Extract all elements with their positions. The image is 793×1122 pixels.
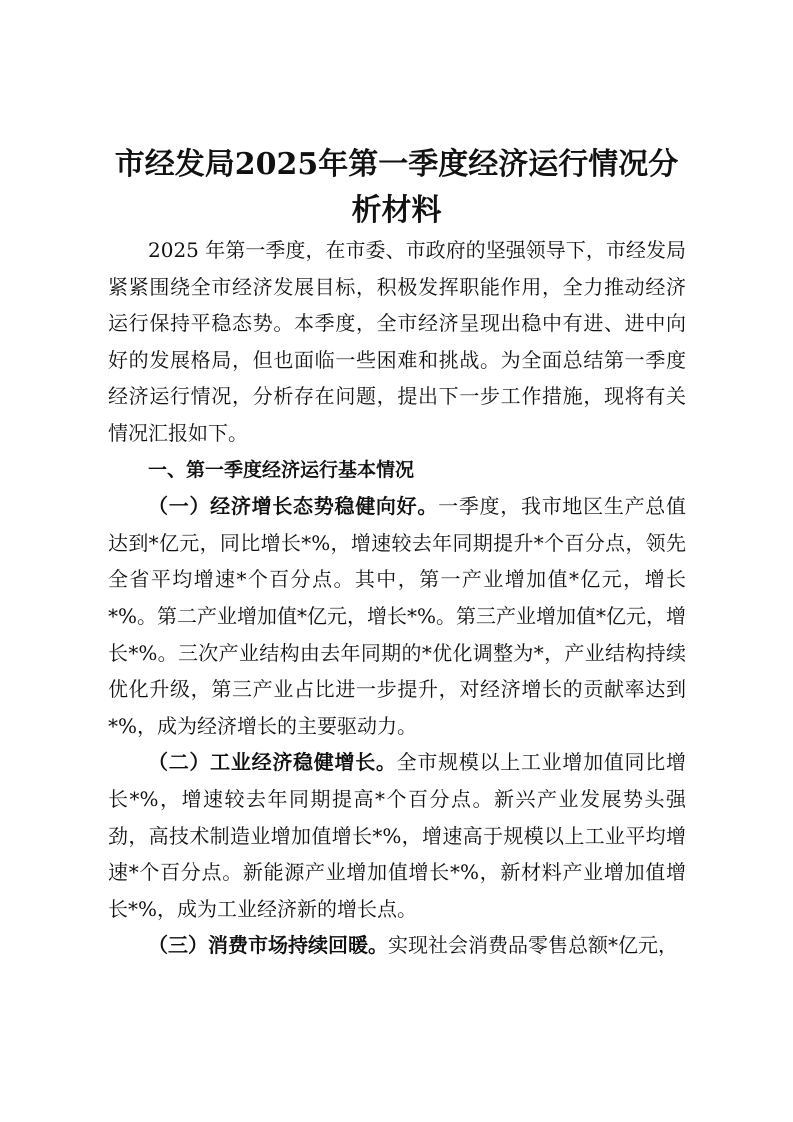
- paragraph-text: 实现社会消费品零售总额*亿元，: [388, 933, 678, 958]
- paragraph-industrial-economy: [108, 744, 686, 927]
- paragraph-consumer-market: [108, 927, 686, 964]
- document-title: 市经发局2025年第一季度经济运行情况分析材料: [114, 147, 679, 228]
- subsection-title: （二）工业经济稳健增长。: [148, 750, 397, 775]
- intro-paragraph: 2025 年第一季度，在市委、市政府的坚强领导下，市经发局紧紧围绕全市经济发展目标，积极发挥职能作用，全力推动经济运行保持平稳态势。本季度，全市经济呈现出稳中有进、进中向好的发展格局，但也面临一些困难和挑战。为全面总结第一季度经济运行情况，分析存在问题，提出下一步工作措施，现将有关情况汇报如下。: [108, 238, 686, 445]
- subsection-title: （一）经济增长态势稳健向好。: [148, 494, 439, 519]
- subsection-title: （三）消费市场持续回暖。: [148, 933, 388, 958]
- paragraph-text: 一季度，我市地区生产总值达到*亿元，同比增长*%，增速较去年同期提升*个百分点，领先全省平均增速*个百分点。其中，第一产业增加值*亿元，增长*%。第二产业增加值*亿元，增长*%。第三产业增加值*亿元，增长*%。三次产业结构由去年同期的*优化调整为*，产业结构持续优化升级，第三产业占比进一步提升，对经济增长的贡献率达到*%，成为经济增长的主要驱动力。: [108, 494, 687, 738]
- section-heading: 一、第一季度经济运行基本情况: [148, 458, 415, 481]
- paragraph-text: 全市规模以上工业增加值同比增长*%，增速较去年同期提高*个百分点。新兴产业发展势头强劲，高技术制造业增加值增长*%，增速高于规模以上工业平均增速*个百分点。新能源产业增加值增长*%，新材料产业增加值增长*%，成为工业经济新的增长点。: [108, 750, 687, 921]
- document-body: [108, 232, 686, 964]
- paragraph-economic-growth: [108, 488, 686, 744]
